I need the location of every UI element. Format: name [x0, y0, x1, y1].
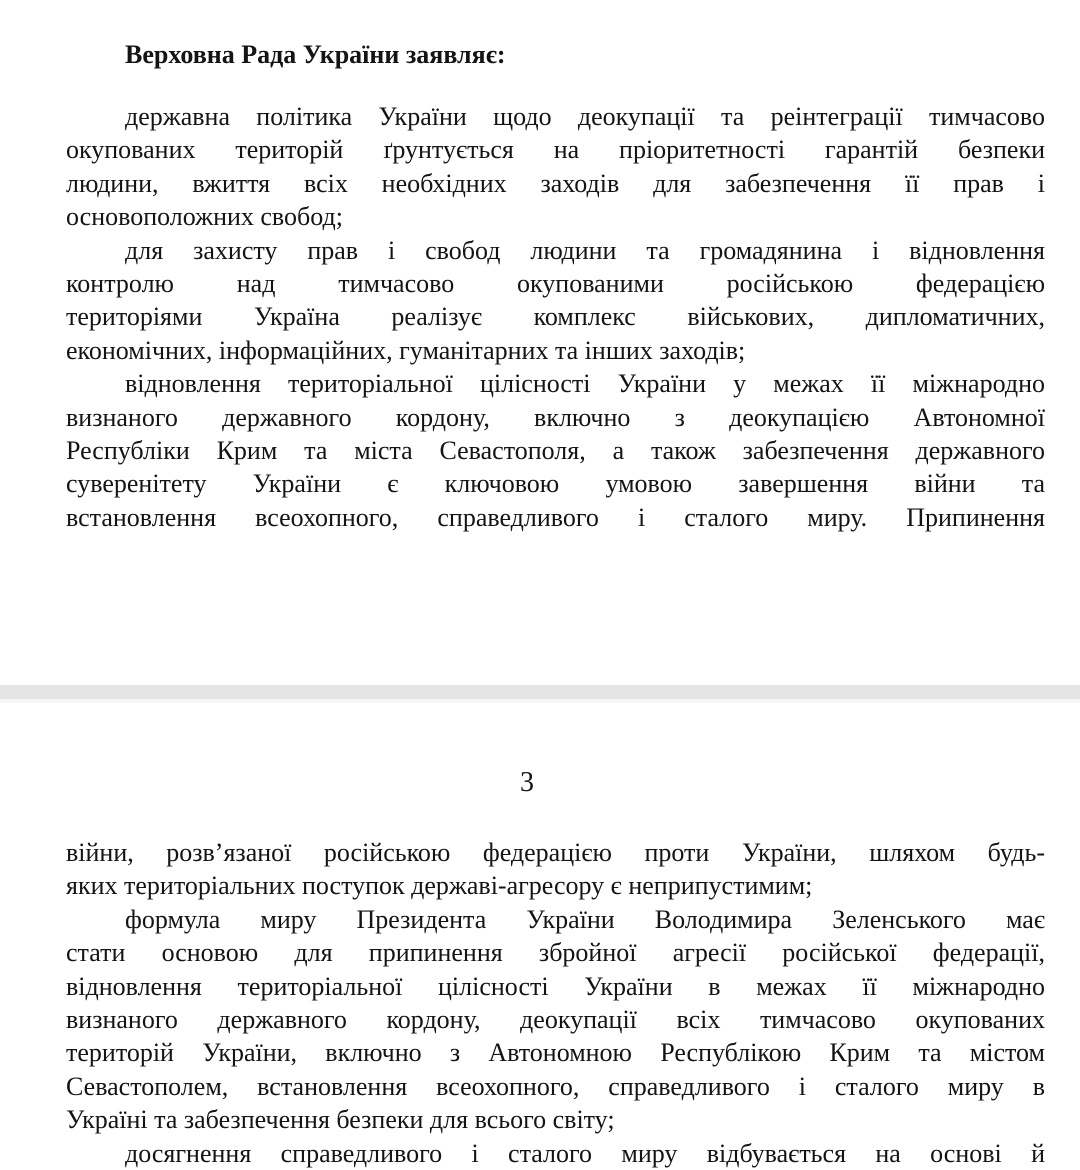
- text-line: визнаного державного кордону, включно з деокупацією Автономної: [66, 402, 1045, 432]
- text-line: територій України, включно з Автономною Республікою Крим та містом: [66, 1038, 1045, 1068]
- document-heading: Верховна Рада України заявляє:: [125, 40, 506, 69]
- text-line: контролю над тимчасово окупованими російською федерацією: [66, 269, 1045, 299]
- text-line: відновлення територіальної цілісності України у межах її міжнародно: [125, 369, 1045, 399]
- text-line: суверенітету України є ключовою умовою завершення війни та: [66, 469, 1045, 499]
- text-line: людини, вжиття всіх необхідних заходів для забезпечення її прав і: [66, 168, 1045, 198]
- page-break-shadow: [0, 699, 1080, 703]
- text-line: формула миру Президента України Володимира Зеленського має: [125, 904, 1045, 934]
- text-line: Республіки Крим та міста Севастополя, а також забезпечення державного: [66, 436, 1045, 466]
- text-line: стати основою для припинення збройної агресії російської федерації,: [66, 938, 1045, 968]
- text-line: Севастополем, встановлення всеохопного, справедливого і сталого миру в: [66, 1071, 1045, 1101]
- clipped-text-line: досягнення справедливого і сталого миру відбувається на основі й: [125, 1138, 1045, 1168]
- text-line: Україні та забезпечення безпеки для всього світу;: [66, 1105, 615, 1135]
- text-line: окупованих територій ґрунтується на пріоритетності гарантій безпеки: [66, 135, 1045, 165]
- text-line: державна політика України щодо деокупації та реінтеграції тимчасово: [125, 102, 1045, 131]
- text-line: встановлення всеохопного, справедливого і сталого миру. Припинення: [66, 502, 1045, 532]
- text-line: економічних, інформаційних, гуманітарних та інших заходів;: [66, 335, 746, 365]
- text-line: визнаного державного кордону, деокупації всіх тимчасово окупованих: [66, 1005, 1045, 1035]
- text-line: війни, розв’язаної російською федерацією проти України, шляхом будь-: [66, 838, 1045, 867]
- page-number: 3: [520, 767, 534, 798]
- page-2-text-block: [66, 100, 1045, 534]
- page-3-text-block: [66, 836, 1045, 1170]
- text-line: яких територіальних поступок державі-агресору є неприпустимим;: [66, 871, 813, 901]
- text-line: відновлення територіальної цілісності України в межах її міжнародно: [66, 971, 1045, 1001]
- text-line: для захисту прав і свобод людини та громадянина і відновлення: [125, 235, 1045, 265]
- page-break-band: [0, 685, 1080, 699]
- text-line: територіями Україна реалізує комплекс військових, дипломатичних,: [66, 302, 1045, 332]
- text-line: основоположних свобод;: [66, 202, 343, 232]
